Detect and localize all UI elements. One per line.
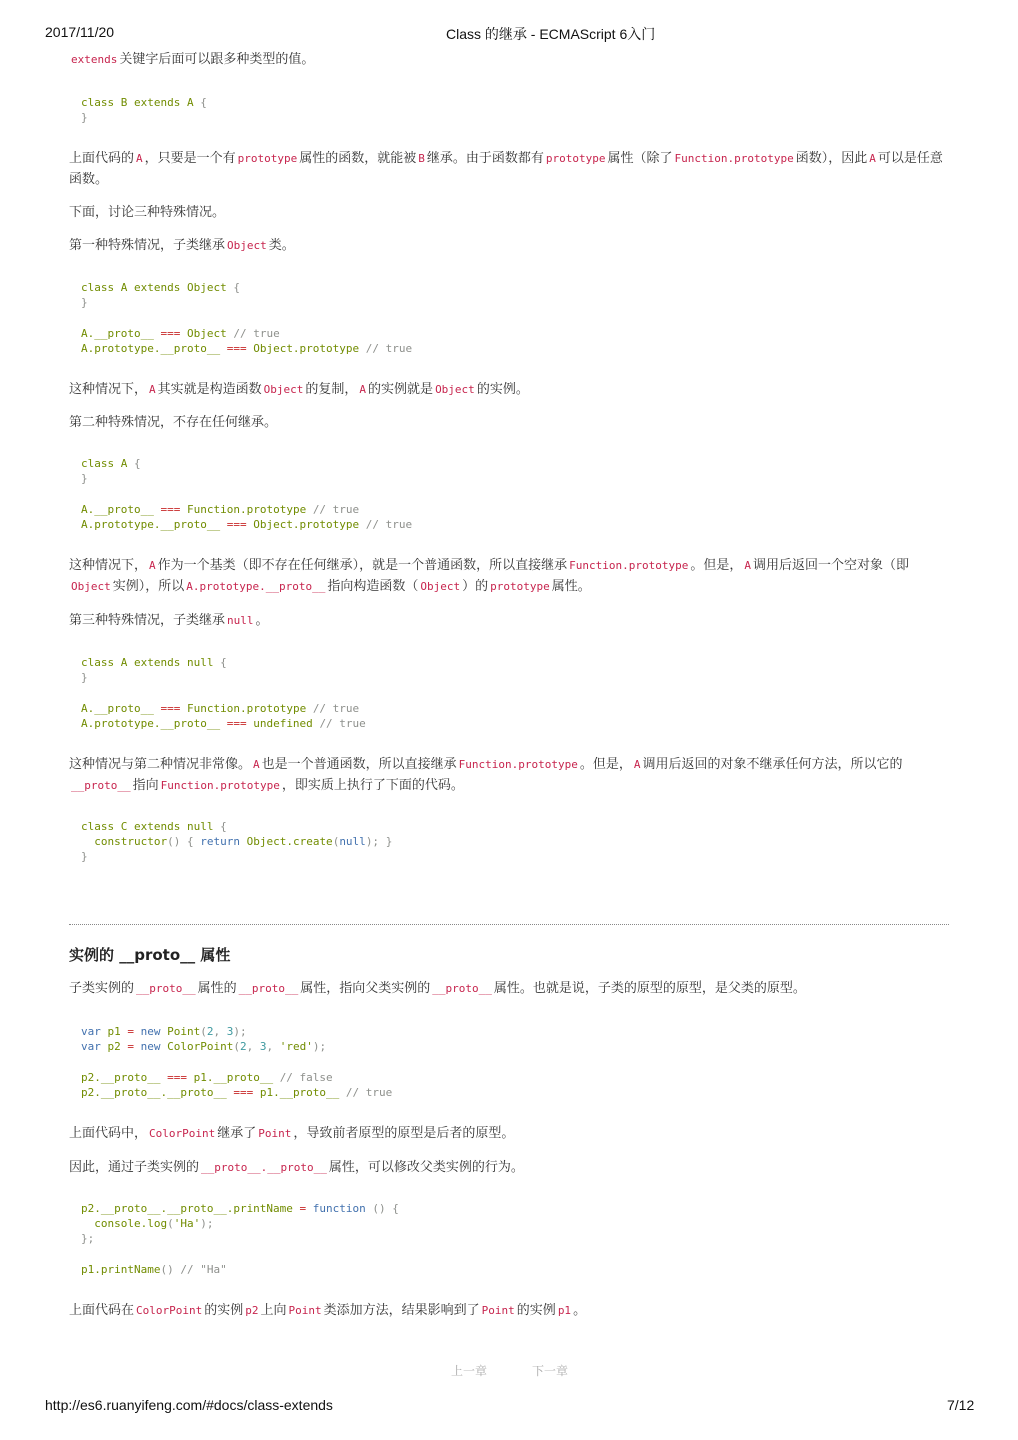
paragraph: 因此，通过子类实例的 __proto__.__proto__ 属性，可以修改父类实例的行为。 — [69, 1160, 524, 1175]
section-divider — [69, 924, 949, 925]
header-title: Class 的继承 - ECMAScript 6入门 — [446, 26, 656, 42]
paragraph: 上面代码的 A ，只要是一个有 prototype 属性的函数，就能被 B 继承。由于函数都有 prototype 属性（除了 Function.prototype 函数），因此 A 可以是任意函数。 — [69, 151, 943, 187]
code-block: class C extends null { constructor() { return Object.create(null); } } — [81, 820, 393, 864]
header-date: 2017/11/20 — [45, 24, 115, 40]
code-block: p2.__proto__.__proto__.printName = function () { console.log('Ha'); }; p1.printName() // "Ha" — [81, 1202, 399, 1276]
footer-url: http://es6.ruanyifeng.com/#docs/class-extends — [45, 1397, 333, 1413]
prev-chapter-link[interactable]: 上一章 — [451, 1364, 488, 1378]
code-block: class A extends Object { } A.__proto__ === Object // true A.prototype.__proto__ === Object.prototype // true — [81, 281, 413, 355]
paragraph: 第三种特殊情况，子类继承 null 。 — [69, 613, 269, 628]
paragraph: 这种情况下， A 作为一个基类（即不存在任何继承），就是一个普通函数，所以直接继承 Function.prototype 。但是， A 调用后返回一个空对象（即Object 实例），所以 A.prototype.__proto__ 指向构造函数（ Object ）的 prototype 属性。 — [69, 558, 910, 594]
paragraph: 下面，讨论三种特殊情况。 — [69, 205, 226, 220]
paragraph: extends 关键字后面可以跟多种类型的值。 — [71, 52, 315, 67]
paragraph: 第二种特殊情况，不存在任何继承。 — [69, 415, 278, 430]
paragraph: 上面代码在 ColorPoint 的实例 p2 上向 Point 类添加方法，结果影响到了 Point 的实例 p1 。 — [69, 1303, 587, 1318]
code-block: class B extends A { } — [81, 96, 207, 125]
code-block: var p1 = new Point(2, 3); var p2 = new ColorPoint(2, 3, 'red'); p2.__proto__ === p1.__proto__ // false p2.__proto__.__proto__ === p1.__proto__ // true — [81, 1025, 393, 1099]
code-block: class A { } A.__proto__ === Function.prototype // true A.prototype.__proto__ === Object.prototype // true — [81, 457, 413, 531]
code-block: class A extends null { } A.__proto__ === Function.prototype // true A.prototype.__proto__ === undefined // true — [81, 656, 366, 730]
inline-code: extends — [71, 53, 118, 66]
paragraph: 子类实例的 __proto__ 属性的 __proto__ 属性，指向父类实例的 __proto__ 属性。也就是说，子类的原型的原型，是父类的原型。 — [69, 981, 806, 996]
section-heading: 实例的 __proto__ 属性 — [69, 946, 231, 964]
paragraph: 这种情况与第二种情况非常像。 A 也是一个普通函数，所以直接继承 Function.prototype 。但是， A 调用后返回的对象不继承任何方法，所以它的__proto__ 指向 Function.prototype ，即实质上执行了下面的代码。 — [69, 757, 903, 793]
paragraph: 第一种特殊情况，子类继承 Object 类。 — [69, 238, 295, 253]
paragraph: 这种情况下， A 其实就是构造函数 Object 的复制， A 的实例就是 Object 的实例。 — [69, 382, 529, 397]
next-chapter-link[interactable]: 下一章 — [532, 1364, 569, 1378]
footer-page-number: 7/12 — [947, 1397, 975, 1413]
paragraph: 上面代码中， ColorPoint 继承了 Point ，导致前者原型的原型是后者的原型。 — [69, 1126, 515, 1141]
